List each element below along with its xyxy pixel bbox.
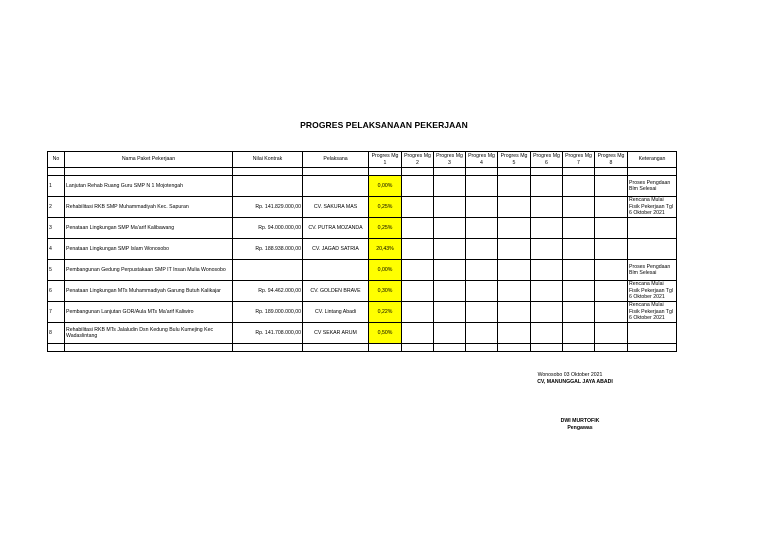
cell-paket: Penataan Lingkungan SMP Ma'arif Kalibawang <box>65 218 233 239</box>
table-row <box>48 239 677 260</box>
cell-paket: Rehabilitasi RKB SMP Muhammadiyah Kec. Sapuran <box>65 197 233 218</box>
cell-progres-1: 0,22% <box>369 302 402 323</box>
cell-paket: Penataan Lingkungan SMP Islam Wonosobo <box>65 239 233 260</box>
cell-pelaksana: CV. PUTRA MOZANDA <box>303 218 369 239</box>
spacer-row <box>48 344 677 352</box>
header-keterangan: Keterangan <box>628 152 677 168</box>
signature-place-date: Wonosobo 03 Oktober 2021 <box>537 372 603 378</box>
table-row <box>48 302 677 323</box>
header-no: No <box>48 152 65 168</box>
page-title: PROGRES PELAKSANAAN PEKERJAAN <box>300 120 468 130</box>
cell-paket: Pembangunan Lanjutan GOR/Aula MTs Ma'arif Kaliwiro <box>65 302 233 323</box>
cell-nilai: Rp. 94.462.000,00 <box>233 281 303 302</box>
table-row <box>48 176 677 197</box>
header-progres-7: Progres Mg 7 <box>563 152 595 168</box>
cell-pelaksana: CV. JAGAD SATRIA <box>303 239 369 260</box>
cell-no: 8 <box>48 323 65 344</box>
cell-nilai: Rp. 188.938.000,00 <box>233 239 303 260</box>
cell-keterangan: Proses Pengdaan Blm Selesai <box>628 176 677 197</box>
cell-keterangan <box>628 239 677 260</box>
cell-paket: Pembangunan Gedung Perpustakaan SMP IT Insan Mulia Wonosobo <box>65 260 233 281</box>
cell-pelaksana <box>303 176 369 197</box>
cell-keterangan <box>628 218 677 239</box>
cell-progres-1: 0,30% <box>369 281 402 302</box>
table-header-row <box>48 152 677 168</box>
cell-progres-1: 0,00% <box>369 176 402 197</box>
cell-nilai <box>233 176 303 197</box>
signature-role: Pengawas <box>567 425 593 431</box>
header-progres-6: Progres Mg 6 <box>531 152 563 168</box>
cell-progres-1: 0,25% <box>369 197 402 218</box>
header-progres-8: Progres Mg 8 <box>595 152 628 168</box>
cell-progres-1: 0,25% <box>369 218 402 239</box>
cell-nilai: Rp. 141.829.000,00 <box>233 197 303 218</box>
cell-no: 1 <box>48 176 65 197</box>
cell-no: 4 <box>48 239 65 260</box>
cell-progres-1: 0,50% <box>369 323 402 344</box>
cell-nilai: Rp. 94.000.000,00 <box>233 218 303 239</box>
cell-no: 5 <box>48 260 65 281</box>
cell-paket: Rehabilitasi RKB MTs Jalaludin Dsn Kedung Bulu Kumejing Kec Wadaslintang <box>65 323 233 344</box>
header-progres-4: Progres Mg 4 <box>466 152 498 168</box>
cell-progres-1: 20,43% <box>369 239 402 260</box>
signature-name: DWI MURTOFIK <box>560 418 600 424</box>
cell-progres-1: 0,00% <box>369 260 402 281</box>
cell-no: 7 <box>48 302 65 323</box>
cell-paket: Lanjutan Rehab Ruang Guru SMP N 1 Mojotengah <box>65 176 233 197</box>
cell-keterangan: Rencana Mulai Fisik Pekerjaan Tgl 6 Oktober 2021 <box>628 197 677 218</box>
cell-nilai <box>233 260 303 281</box>
table-row <box>48 260 677 281</box>
header-progres-5: Progres Mg 5 <box>498 152 531 168</box>
header-progres-1: Progres Mg 1 <box>369 152 402 168</box>
cell-pelaksana: CV. GOLDEN BRAVE <box>303 281 369 302</box>
progress-table <box>47 151 677 352</box>
cell-pelaksana <box>303 260 369 281</box>
cell-no: 3 <box>48 218 65 239</box>
cell-pelaksana: CV. SAKURA MAS <box>303 197 369 218</box>
cell-keterangan: Rencana Mulai Fisik Pekerjaan Tgl 6 Oktober 2021 <box>628 302 677 323</box>
table-row <box>48 281 677 302</box>
header-pelaksana: Pelaksana <box>303 152 369 168</box>
table-row <box>48 218 677 239</box>
cell-keterangan: Rencana Mulai Fisik Pekerjaan Tgl 6 Oktober 2021 <box>628 281 677 302</box>
cell-keterangan <box>628 323 677 344</box>
header-paket: Nama Paket Pekerjaan <box>65 152 233 168</box>
signature-company: CV, MANUNGGAL JAYA ABADI <box>537 379 613 385</box>
cell-pelaksana: CV. Lintang Abadi <box>303 302 369 323</box>
header-progres-3: Progres Mg 3 <box>434 152 466 168</box>
header-progres-2: Progres Mg 2 <box>402 152 434 168</box>
table-row <box>48 197 677 218</box>
cell-no: 6 <box>48 281 65 302</box>
spacer-row <box>48 168 677 176</box>
cell-keterangan: Proses Pengdaan Blm Selesai <box>628 260 677 281</box>
cell-pelaksana: CV SEKAR ARUM <box>303 323 369 344</box>
cell-nilai: Rp. 189.000.000,00 <box>233 302 303 323</box>
cell-paket: Penataan Lingkungan MTs Muhammadiyah Garung Butuh Kalikajar <box>65 281 233 302</box>
header-nilai: Nilai Kontrak <box>233 152 303 168</box>
cell-no: 2 <box>48 197 65 218</box>
table-row <box>48 323 677 344</box>
cell-nilai: Rp. 141.708.000,00 <box>233 323 303 344</box>
